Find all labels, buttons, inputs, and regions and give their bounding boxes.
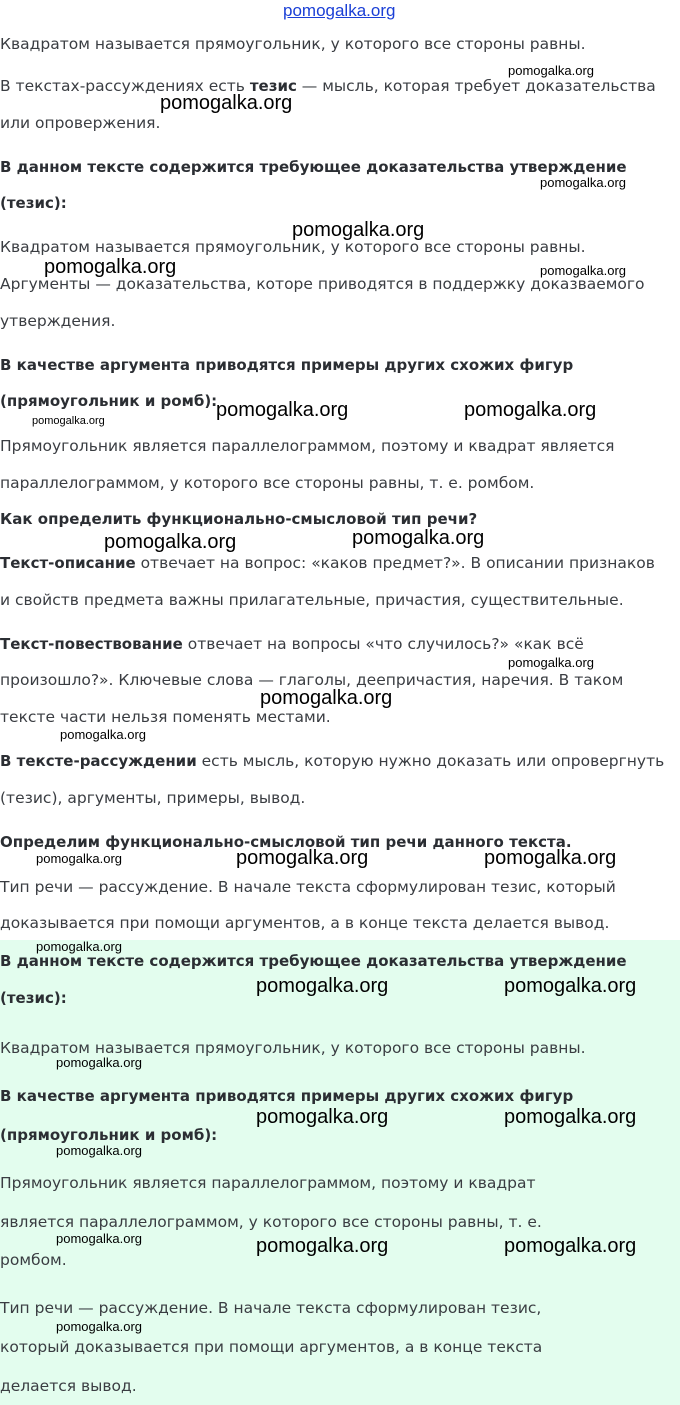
text-line: утверждения. [0, 312, 116, 330]
text-fragment: есть мысль, которую нужно доказать или опровергнуть [196, 752, 665, 770]
answer-line: который доказывается при помощи аргументов, а в конце текста [0, 1338, 543, 1356]
term-bold: тезис [249, 77, 297, 95]
watermark: pomogalka.org [260, 687, 393, 709]
answer-line: ромбом. [0, 1251, 67, 1269]
watermark: pomogalka.org [236, 847, 369, 869]
watermark: pomogalka.org [32, 415, 105, 427]
text-fragment: отвечает на вопрос: «каков предмет?». В описании признаков [135, 554, 655, 572]
section-heading: В данном тексте содержится требующее доказательства утверждение [0, 158, 627, 176]
text-line: Аргументы — доказательства, которе приводятся в поддержку доказваемого [0, 275, 645, 293]
watermark: pomogalka.org [56, 1055, 142, 1070]
watermark: pomogalka.org [56, 1143, 142, 1158]
answer-line: Тип речи — рассуждение. В начале текста сформулирован тезис, [0, 1299, 542, 1317]
text-line: доказывается при помощи аргументов, а в конце текста делается вывод. [0, 914, 610, 932]
watermark: pomogalka.org [256, 1106, 389, 1128]
site-link[interactable]: pomogalka.org [283, 1, 396, 20]
text-line [0, 553, 655, 573]
watermark: pomogalka.org [44, 256, 177, 278]
watermark: pomogalka.org [56, 1319, 142, 1334]
watermark: pomogalka.org [36, 939, 122, 954]
watermark: pomogalka.org [540, 175, 626, 190]
text-line [0, 76, 656, 96]
watermark: pomogalka.org [508, 655, 594, 670]
text-line: или опровержения. [0, 114, 161, 132]
text-line: Прямоугольник является параллелограммом, поэтому и квадрат является [0, 437, 615, 455]
text-line: тексте части нельзя поменять местами. [0, 708, 331, 726]
watermark: pomogalka.org [60, 727, 146, 742]
watermark: pomogalka.org [504, 1106, 637, 1128]
text-fragment: — мысль, которая требует доказательства [296, 77, 656, 95]
answer-line: Квадратом называется прямоугольник, у которого все стороны равны. [0, 1039, 586, 1057]
watermark: pomogalka.org [104, 531, 237, 553]
watermark: pomogalka.org [36, 851, 122, 866]
watermark: pomogalka.org [216, 399, 349, 421]
watermark: pomogalka.org [56, 1231, 142, 1246]
text-line: Тип речи — рассуждение. В начале текста сформулирован тезис, который [0, 878, 616, 896]
section-heading: (тезис): [0, 194, 67, 212]
text-line: Квадратом называется прямоугольник, у которого все стороны равны. [0, 35, 586, 53]
watermark: pomogalka.org [292, 219, 425, 241]
answer-line: является параллелограммом, у которого все стороны равны, т. е. [0, 1213, 542, 1231]
text-line: (тезис), аргументы, примеры, вывод. [0, 789, 306, 807]
section-heading: В качестве аргумента приводятся примеры других схожих фигур [0, 356, 574, 374]
section-heading: Определим функционально-смысловой тип речи данного текста. [0, 833, 572, 851]
watermark: pomogalka.org [508, 63, 594, 78]
watermark: pomogalka.org [352, 527, 485, 549]
text-line: Квадратом называется прямоугольник, у которого все стороны равны. [0, 238, 586, 256]
answer-heading: (прямоугольник и ромб): [0, 1126, 218, 1144]
section-heading: Как определить функционально-смысловой тип речи? [0, 510, 478, 528]
text-line: произошло?». Ключевые слова — глаголы, деепричастия, наречия. В таком [0, 671, 624, 689]
answer-line: Прямоугольник является параллелограммом, поэтому и квадрат [0, 1174, 536, 1192]
watermark: pomogalka.org [256, 975, 389, 997]
text-fragment: отвечает на вопросы «что случилось?» «как всё [182, 635, 584, 653]
text-line: и свойств предмета важны прилагательные, причастия, существительные. [0, 591, 624, 609]
text-line [0, 634, 584, 654]
term-bold: Текст-повествование [0, 635, 183, 653]
answer-heading: В данном тексте содержится требующее доказательства утверждение [0, 952, 627, 970]
watermark: pomogalka.org [256, 1235, 389, 1257]
section-heading: (прямоугольник и ромб): [0, 392, 218, 410]
watermark: pomogalka.org [484, 847, 617, 869]
watermark: pomogalka.org [160, 92, 293, 114]
watermark: pomogalka.org [464, 399, 597, 421]
text-fragment: В текстах-рассуждениях есть [0, 77, 250, 95]
answer-heading: (тезис): [0, 989, 67, 1007]
watermark: pomogalka.org [540, 263, 626, 278]
text-line [0, 751, 664, 771]
answer-heading: В качестве аргумента приводятся примеры других схожих фигур [0, 1087, 574, 1105]
watermark: pomogalka.org [504, 1235, 637, 1257]
text-line: параллелограммом, у которого все стороны равны, т. е. ромбом. [0, 474, 535, 492]
term-bold: Текст-описание [0, 554, 136, 572]
watermark: pomogalka.org [504, 975, 637, 997]
term-bold: В тексте-рассуждении [0, 752, 197, 770]
answer-line: делается вывод. [0, 1377, 137, 1395]
